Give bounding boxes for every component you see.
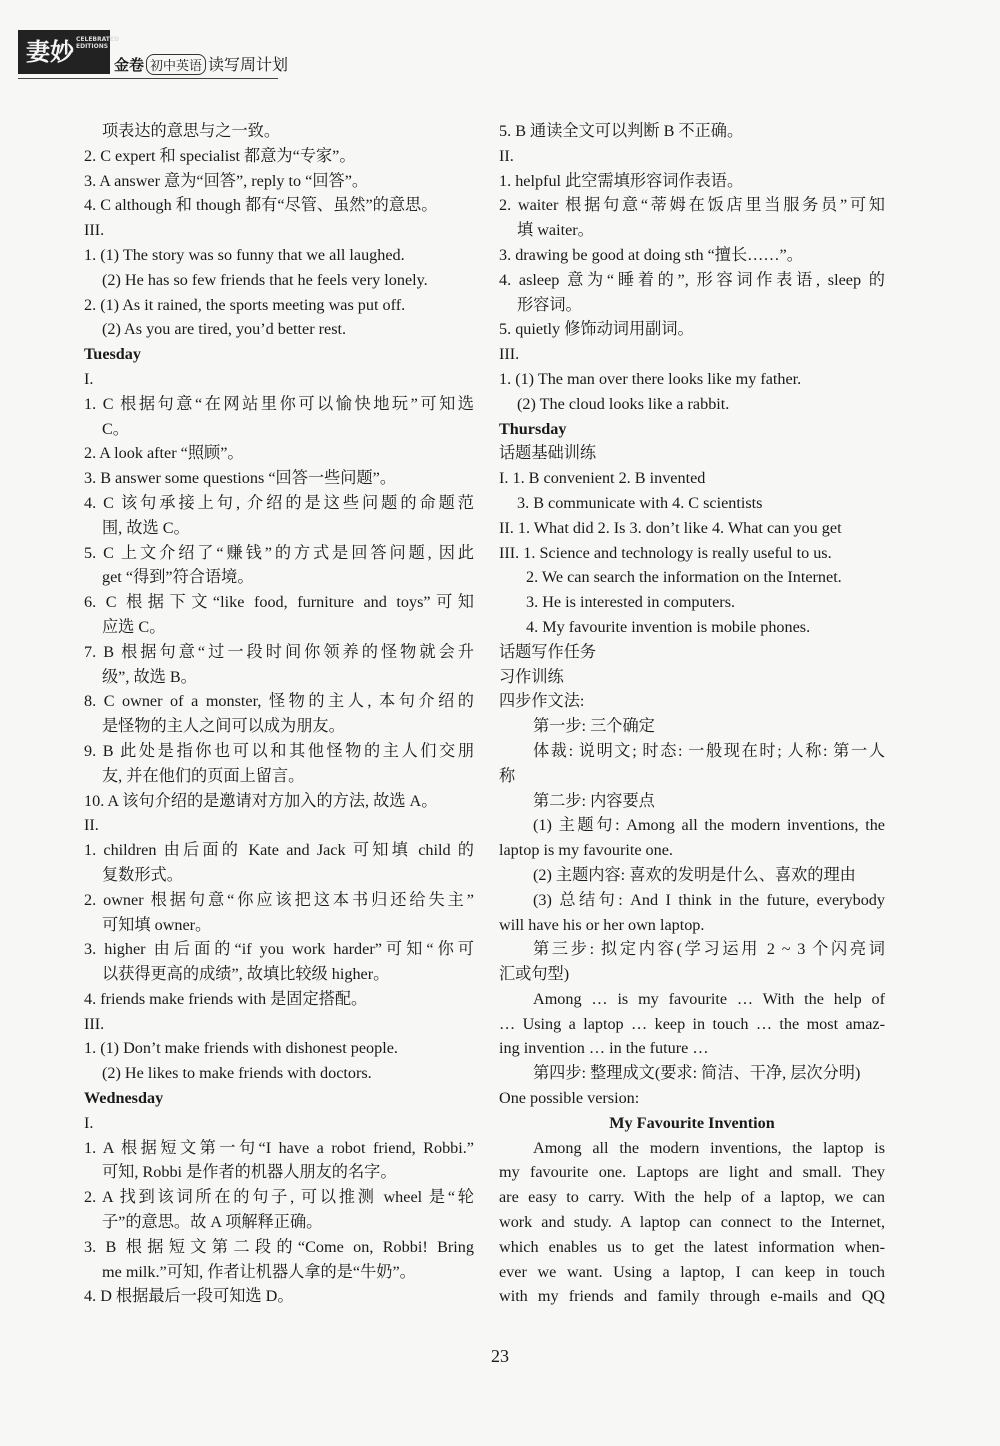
- text-line: 2. (1) As it rained, the sports meeting was put off.: [84, 295, 406, 314]
- text-line: 填 waiter。: [517, 221, 594, 240]
- text-line: 汇或句型): [499, 965, 570, 984]
- page-header: [18, 30, 288, 78]
- header-divider: [18, 78, 278, 79]
- text-line: 围, 故选 C。: [102, 518, 190, 537]
- text-line: 1. C 根据句意“在网站里你可以愉快地玩”可知选: [84, 394, 474, 413]
- text-line: ing invention … in the future …: [499, 1039, 709, 1058]
- text-line: (1) 主题句: Among all the modern inventions, the: [533, 816, 885, 835]
- essay-line: with my friends and family through e-mails and QQ: [499, 1287, 885, 1306]
- text-line: 子”的意思。故 A 项解释正确。: [102, 1213, 323, 1232]
- publisher-logo: [18, 30, 119, 74]
- text-line: 3. B 根据短文第二段的“Come on, Robbi! Bring: [84, 1237, 474, 1256]
- text-line: 友, 并在他们的页面上留言。: [102, 766, 305, 785]
- step-heading: 第二步: 内容要点: [533, 791, 655, 810]
- text-line: 5. B 通读全文可以判断 B 不正确。: [499, 122, 744, 140]
- series-title: [114, 52, 288, 75]
- page-number: 23: [491, 1346, 509, 1366]
- text-line: 可知填 owner。: [102, 915, 212, 934]
- left-column: [84, 119, 474, 1309]
- text-line: 1. (1) The man over there looks like my father.: [499, 369, 802, 388]
- text-line: 以获得更高的成绩”, 故填比较级 higher。: [102, 965, 390, 984]
- text-line: 体裁: 说明文; 时态: 一般现在时; 人称: 第一人: [533, 741, 885, 760]
- essay-line: Among all the modern inventions, the laptop is: [533, 1138, 885, 1157]
- text-line: 9. B 此处是指你也可以和其他怪物的主人们交朋: [84, 741, 474, 760]
- text-line: 2. owner 根据句意“你应该把这本书归还给失主”: [84, 890, 474, 909]
- section-label: III.: [84, 221, 105, 240]
- right-column: [499, 119, 885, 1309]
- text-line: 1. children 由后面的 Kate and Jack 可知填 child 的: [84, 841, 474, 860]
- text-line: 1. (1) The story was so funny that we all laughed.: [84, 245, 405, 264]
- text-line: 1. (1) Don’t make friends with dishonest people.: [84, 1039, 398, 1058]
- day-heading: Tuesday: [84, 345, 141, 364]
- book-title: 读写周计划: [208, 55, 289, 74]
- text-line: 4. C 该句承接上句, 介绍的是这些问题的命题范: [84, 493, 474, 512]
- text-line: 10. A 该句介绍的是邀请对方加入的方法, 故选 A。: [84, 791, 438, 810]
- text-line: 级”, 故选 B。: [102, 667, 197, 686]
- text-line: 项表达的意思与之一致。: [102, 122, 281, 140]
- text-line: 2. We can search the information on the Internet.: [526, 568, 842, 587]
- essay-line: my favourite one. Laptops are light and small. They: [499, 1163, 885, 1182]
- text-line: 3. higher 由后面的“if you work harder”可知“你可: [84, 940, 474, 959]
- subsection-heading: 话题写作任务: [499, 642, 597, 661]
- text-line: 四步作文法:: [499, 692, 585, 711]
- text-line: … Using a laptop … keep in touch … the most amaz-: [499, 1014, 885, 1033]
- section-label: II.: [499, 146, 514, 165]
- text-line: (2) The cloud looks like a rabbit.: [517, 394, 730, 413]
- text-line: 形容词。: [517, 295, 582, 314]
- text-line: 称: [499, 766, 516, 785]
- text-line: 2. A 找到该词所在的句子, 可以推测 wheel 是“轮: [84, 1188, 474, 1207]
- text-line: 5. quietly 修饰动词用副词。: [499, 320, 694, 339]
- text-line: 3. He is interested in computers.: [526, 593, 736, 612]
- text-line: 应选 C。: [102, 617, 166, 636]
- text-line: 3. A answer 意为“回答”, reply to “回答”。: [84, 171, 369, 190]
- text-line: (2) As you are tired, you’d better rest.: [102, 320, 347, 339]
- text-line: 3. drawing be good at doing sth “擅长……”。: [499, 245, 803, 264]
- text-line: 8. C owner of a monster, 怪物的主人, 本句介绍的: [84, 692, 474, 711]
- day-heading: Wednesday: [84, 1089, 164, 1108]
- text-line: 3. B communicate with 4. C scientists: [517, 493, 763, 512]
- section-label: III.: [84, 1014, 105, 1033]
- text-line: 3. B answer some questions “回答一些问题”。: [84, 469, 397, 488]
- text-line: III. 1. Science and technology is really useful to us.: [499, 543, 832, 562]
- essay-line: ever we want. Using a laptop, I can keep in touch: [499, 1262, 885, 1281]
- section-label: III.: [499, 345, 520, 364]
- text-line: get “得到”符合语境。: [102, 568, 254, 587]
- text-line: 6. C 根据下文“like food, furniture and toys”可知: [84, 593, 474, 612]
- text-line: II. 1. What did 2. Is 3. don’t like 4. What can you get: [499, 518, 842, 537]
- essay-title: My Favourite Invention: [609, 1113, 775, 1132]
- text-line: 2. A look after “照顾”。: [84, 444, 244, 463]
- essay-line: are easy to carry. With the help of a laptop, we can: [499, 1188, 885, 1207]
- text-line: 1. helpful 此空需填形容词作表语。: [499, 171, 744, 190]
- subsection-heading: 习作训练: [499, 667, 564, 686]
- text-line: 5. C 上文介绍了“赚钱”的方式是回答问题, 因此: [84, 543, 474, 562]
- logo-text: 妻妙: [26, 37, 74, 66]
- text-line: One possible version:: [499, 1089, 640, 1108]
- text-line: (2) He has so few friends that he feels very lonely.: [102, 270, 428, 289]
- essay-line: which enables us to get the latest information when-: [499, 1237, 885, 1256]
- brand-name: 金卷: [114, 56, 145, 74]
- text-line: (2) He likes to make friends with doctors.: [102, 1064, 372, 1083]
- text-line: 2. waiter 根据句意“蒂姆在饭店里当服务员”可知: [499, 196, 885, 215]
- text-line: me milk.”可知, 作者让机器人拿的是“牛奶”。: [102, 1262, 416, 1281]
- text-line: 1. A 根据短文第一句“I have a robot friend, Robbi.”: [84, 1138, 474, 1157]
- text-line: 复数形式。: [102, 865, 183, 884]
- text-line: (3) 总结句: And I think in the future, everybody: [533, 890, 885, 909]
- step-heading: 第四步: 整理成文(要求: 简洁、干净, 层次分明): [533, 1064, 861, 1083]
- section-label: I.: [84, 369, 94, 388]
- text-line: 是怪物的主人之间可以成为朋友。: [102, 717, 345, 736]
- subsection-heading: 话题基础训练: [499, 444, 597, 463]
- step-heading: 第一步: 三个确定: [533, 717, 655, 736]
- logo-tag: CELEBRATED EDITIONS: [76, 36, 119, 50]
- text-line: 4. asleep 意为“睡着的”, 形容词作表语, sleep 的: [499, 270, 885, 289]
- text-line: C。: [102, 419, 129, 438]
- text-line: laptop is my favourite one.: [499, 841, 673, 860]
- text-line: (2) 主题内容: 喜欢的发明是什么、喜欢的理由: [533, 865, 856, 884]
- text-line: 7. B 根据句意“过一段时间你领养的怪物就会升: [84, 642, 474, 661]
- section-label: II.: [84, 816, 99, 835]
- text-line: 4. friends make friends with 是固定搭配。: [84, 989, 368, 1008]
- subject-badge: 初中英语: [146, 54, 206, 75]
- text-line: will have his or her own laptop.: [499, 915, 705, 934]
- text-line: 2. C expert 和 specialist 都意为“专家”。: [84, 146, 356, 165]
- section-label: I.: [84, 1113, 94, 1132]
- text-line: 可知, Robbi 是作者的机器人朋友的名字。: [102, 1163, 397, 1182]
- text-line: Among … is my favourite … With the help of: [533, 989, 885, 1008]
- step-heading: 第三步: 拟定内容(学习运用 2 ~ 3 个闪亮词: [533, 940, 885, 959]
- day-heading: Thursday: [499, 419, 567, 438]
- text-line: 4. My favourite invention is mobile phones.: [526, 617, 811, 636]
- text-line: 4. D 根据最后一段可知选 D。: [84, 1287, 294, 1306]
- text-line: I. 1. B convenient 2. B invented: [499, 469, 706, 488]
- essay-line: work and study. A laptop can connect to the Internet,: [499, 1213, 885, 1232]
- text-line: 4. C although 和 though 都有“尽管、虽然”的意思。: [84, 196, 438, 215]
